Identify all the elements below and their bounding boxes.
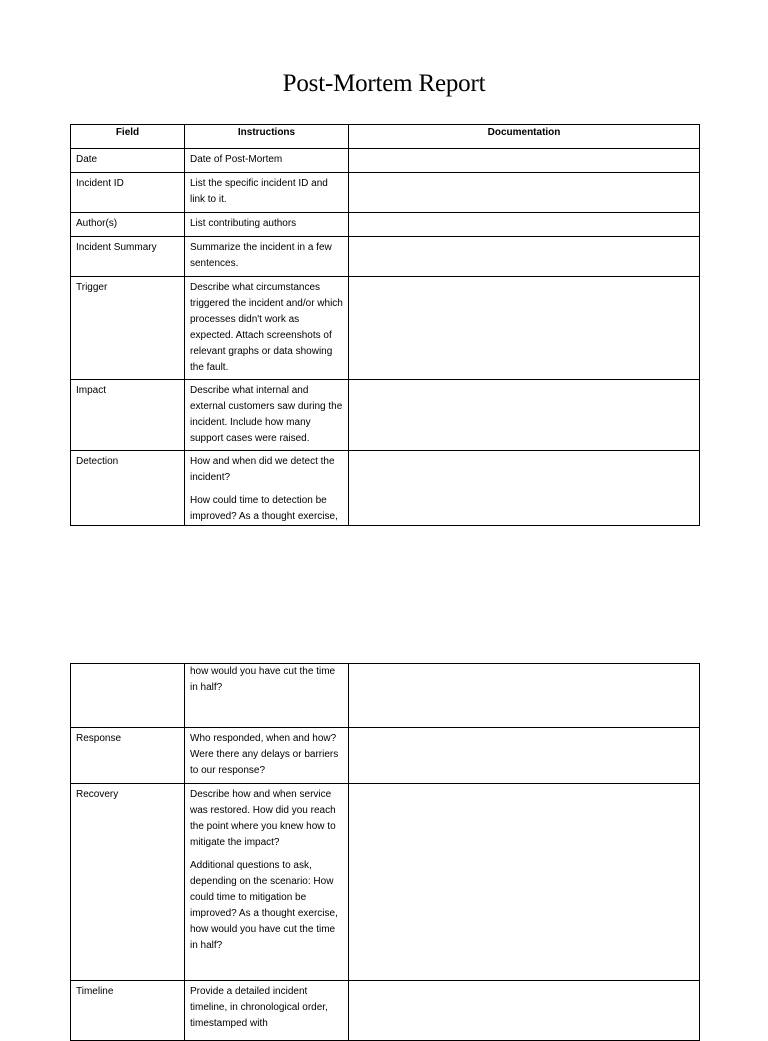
documentation-cell[interactable] [349,173,700,213]
instructions-cell [185,149,349,173]
field-cell: Incident Summary [71,237,185,277]
instruction-text: How and when did we detect the incident? [190,456,335,483]
field-cell: Recovery [71,784,185,981]
table-row [71,728,700,784]
instruction-text: Describe what circumstances triggered the incident and/or which processes didn't work as expected. Attach screenshots of relevant graphs or data showing the fault. [190,282,343,373]
field-cell: Impact [71,380,185,451]
field-cell: Response [71,728,185,784]
instruction-text: Provide a detailed incident timeline, in chronological order, timestamped with [190,986,328,1029]
documentation-cell[interactable] [349,981,700,1041]
table-row [71,981,700,1041]
table-row [71,237,700,277]
table-row [71,451,700,526]
field-cell: Timeline [71,981,185,1041]
post-mortem-table [70,124,700,526]
table-row [71,213,700,237]
field-cell [71,664,185,728]
documentation-cell[interactable] [349,664,700,728]
documentation-cell[interactable] [349,784,700,981]
table-row [71,784,700,981]
instruction-text: Describe how and when service was restored. How did you reach the point where you knew how to mitigate the impact? [190,789,336,848]
instruction-text: List the specific incident ID and link to it. [190,178,328,205]
documentation-cell[interactable] [349,149,700,173]
instruction-text: Describe what internal and external customers saw during the incident. Include how many support cases were raised. [190,385,343,444]
instruction-text: How could time to detection be improved? As a thought exercise, [190,495,338,522]
table-row [71,173,700,213]
table-row [71,664,700,728]
instruction-text: Additional questions to ask, depending on the scenario: How could time to mitigation be improved? As a thought exercise, how would you have cut the time in half? [190,860,338,951]
instructions-cell [185,380,349,451]
instruction-text: Date of Post-Mortem [190,154,283,165]
instructions-cell [185,728,349,784]
documentation-cell[interactable] [349,451,700,526]
instruction-text: List contributing authors [190,218,297,229]
field-cell: Detection [71,451,185,526]
instructions-cell [185,664,349,728]
instruction-text: how would you have cut the time in half? [190,666,336,693]
field-cell: Author(s) [71,213,185,237]
instructions-cell [185,451,349,526]
table-row [71,380,700,451]
instructions-cell [185,277,349,380]
table-row [71,149,700,173]
instructions-cell [185,784,349,981]
documentation-cell[interactable] [349,277,700,380]
instructions-cell [185,981,349,1041]
field-cell: Date [71,149,185,173]
page-title: Post-Mortem Report [282,70,486,97]
post-mortem-table-continued [70,663,700,1041]
header-field: Field [71,125,185,149]
instruction-text: Summarize the incident in a few sentences. [190,242,332,269]
documentation-cell[interactable] [349,213,700,237]
documentation-cell[interactable] [349,380,700,451]
instructions-cell [185,173,349,213]
header-instructions: Instructions [185,125,349,149]
instruction-text: Who responded, when and how? Were there any delays or barriers to our response? [190,733,339,776]
documentation-cell[interactable] [349,728,700,784]
field-cell: Incident ID [71,173,185,213]
documentation-cell[interactable] [349,237,700,277]
table-row [71,277,700,380]
header-documentation: Documentation [349,125,700,149]
instructions-cell [185,213,349,237]
instructions-cell [185,237,349,277]
field-cell: Trigger [71,277,185,380]
table-header-row [71,125,700,149]
